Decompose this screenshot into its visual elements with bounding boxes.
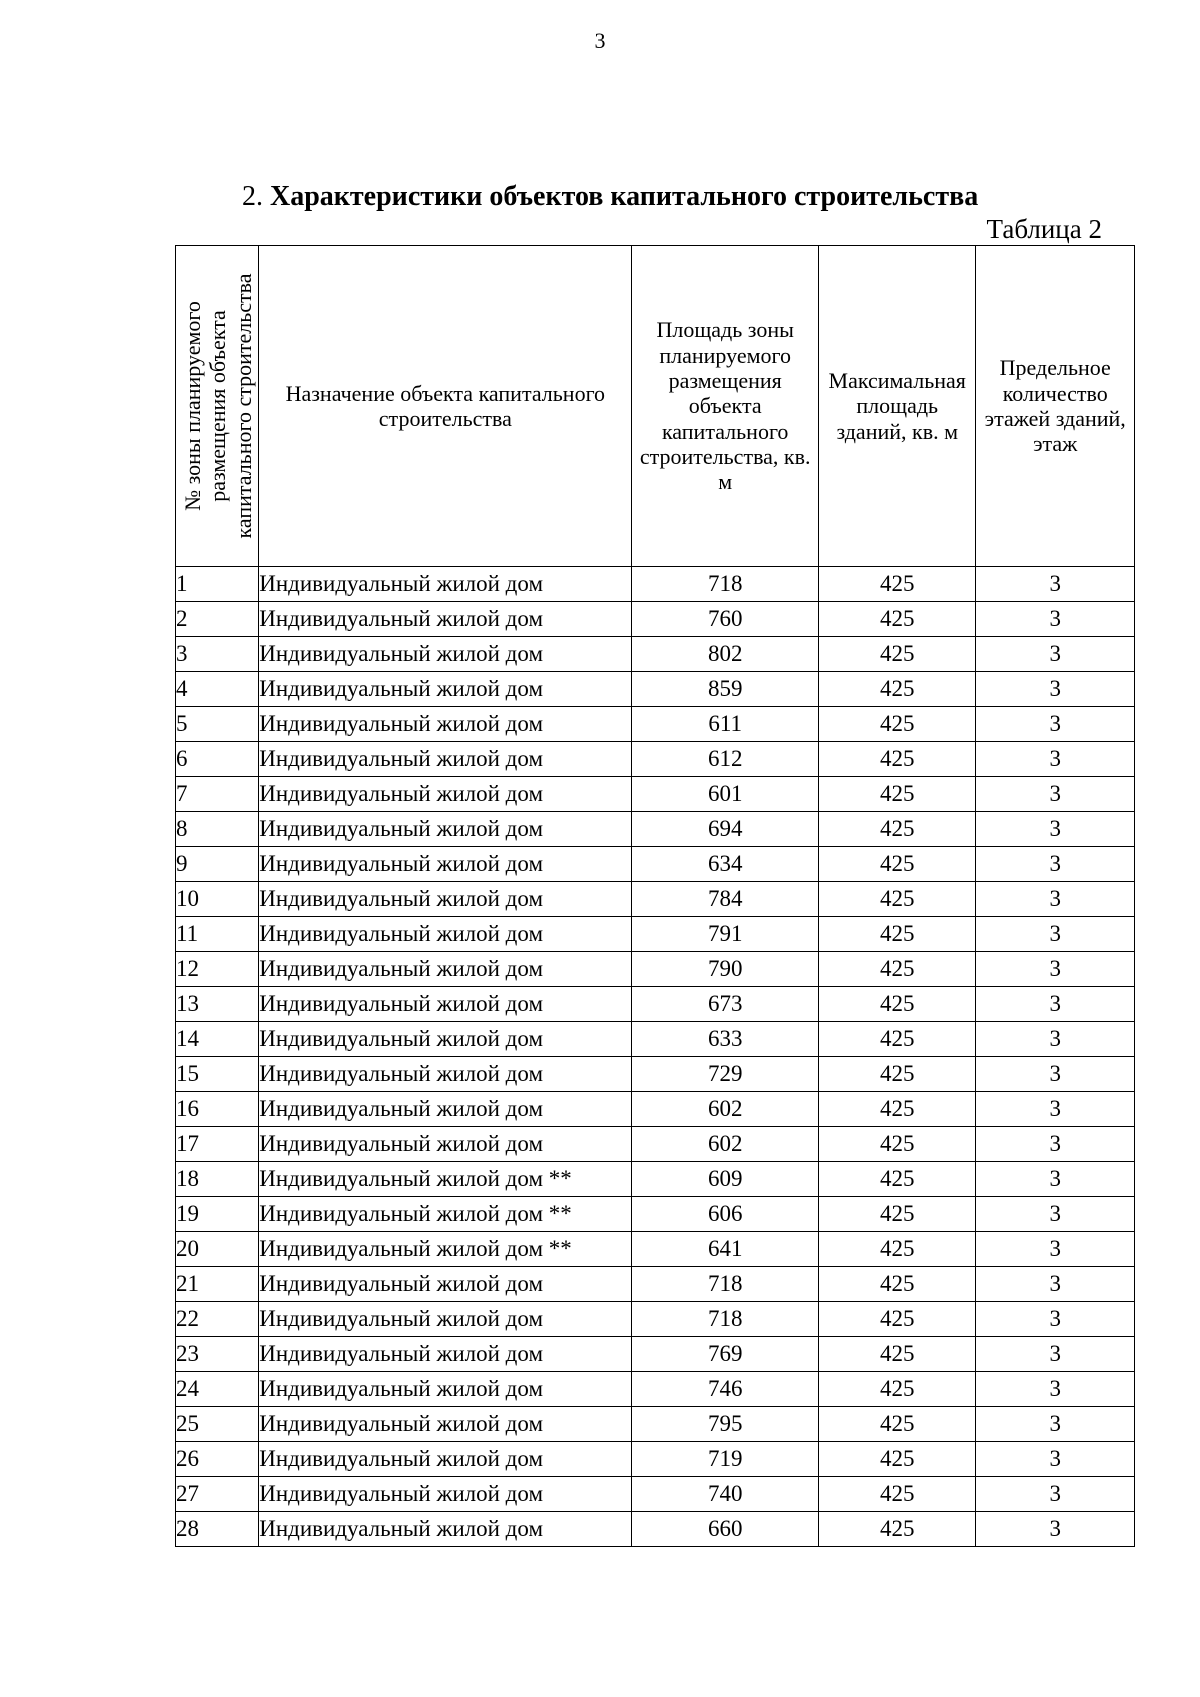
purpose-cell: Индивидуальный жилой дом — [259, 672, 632, 707]
purpose-cell: Индивидуальный жилой дом — [259, 1407, 632, 1442]
max-area-cell: 425 — [818, 1372, 975, 1407]
floors-cell: 3 — [976, 672, 1135, 707]
characteristics-table — [175, 245, 1135, 1547]
table-row — [176, 1267, 1135, 1302]
zone-number-cell: 13 — [176, 987, 259, 1022]
table-row — [176, 1337, 1135, 1372]
purpose-cell: Индивидуальный жилой дом — [259, 1127, 632, 1162]
zone-number-cell: 9 — [176, 847, 259, 882]
table-label: Таблица 2 — [986, 214, 1102, 244]
zone-area-cell: 718 — [632, 1302, 819, 1337]
floors-cell: 3 — [976, 777, 1135, 812]
floors-cell: 3 — [976, 1302, 1135, 1337]
floors-cell: 3 — [976, 1057, 1135, 1092]
zone-area-cell: 602 — [632, 1127, 819, 1162]
max-area-cell: 425 — [818, 1127, 975, 1162]
header-zone-number-text: № зоны планируемого размещения объекта капитального строительства — [179, 273, 256, 539]
zone-area-cell: 694 — [632, 812, 819, 847]
zone-number-cell: 21 — [176, 1267, 259, 1302]
floors-cell: 3 — [976, 1022, 1135, 1057]
floors-cell: 3 — [976, 917, 1135, 952]
purpose-cell: Индивидуальный жилой дом — [259, 602, 632, 637]
header-zone-area — [632, 246, 819, 567]
header-zone-area-text: Площадь зоны планируемого размещения объекта капитального строительства, кв. м — [639, 317, 811, 495]
purpose-cell: Индивидуальный жилой дом — [259, 917, 632, 952]
purpose-cell: Индивидуальный жилой дом — [259, 707, 632, 742]
max-area-cell: 425 — [818, 1162, 975, 1197]
zone-number-cell: 22 — [176, 1302, 259, 1337]
table-row — [176, 637, 1135, 672]
zone-area-cell: 746 — [632, 1372, 819, 1407]
zone-area-cell: 660 — [632, 1512, 819, 1547]
table-row — [176, 1197, 1135, 1232]
table-row — [176, 1232, 1135, 1267]
purpose-cell: Индивидуальный жилой дом — [259, 1442, 632, 1477]
max-area-cell: 425 — [818, 1267, 975, 1302]
max-area-cell: 425 — [818, 707, 975, 742]
section-number: 2. — [242, 181, 263, 212]
zone-area-cell: 760 — [632, 602, 819, 637]
purpose-cell: Индивидуальный жилой дом — [259, 1302, 632, 1337]
max-area-cell: 425 — [818, 952, 975, 987]
purpose-cell: Индивидуальный жилой дом — [259, 1092, 632, 1127]
floors-cell: 3 — [976, 1442, 1135, 1477]
max-area-cell: 425 — [818, 567, 975, 602]
floors-cell: 3 — [976, 567, 1135, 602]
header-max-area-text: Максимальная площадь зданий, кв. м — [828, 368, 966, 444]
max-area-cell: 425 — [818, 602, 975, 637]
max-area-cell: 425 — [818, 812, 975, 847]
max-area-cell: 425 — [818, 1092, 975, 1127]
table-row — [176, 1057, 1135, 1092]
zone-area-cell: 784 — [632, 882, 819, 917]
zone-number-cell: 4 — [176, 672, 259, 707]
section-title — [242, 181, 978, 213]
zone-number-cell: 12 — [176, 952, 259, 987]
purpose-cell: Индивидуальный жилой дом — [259, 1057, 632, 1092]
table-row — [176, 882, 1135, 917]
zone-number-cell: 20 — [176, 1232, 259, 1267]
max-area-cell: 425 — [818, 672, 975, 707]
zone-number-cell: 3 — [176, 637, 259, 672]
floors-cell: 3 — [976, 1477, 1135, 1512]
max-area-cell: 425 — [818, 1477, 975, 1512]
purpose-cell: Индивидуальный жилой дом — [259, 952, 632, 987]
table-row — [176, 1022, 1135, 1057]
header-zone-number — [176, 246, 259, 567]
zone-number-cell: 15 — [176, 1057, 259, 1092]
floors-cell: 3 — [976, 1232, 1135, 1267]
zone-area-cell: 719 — [632, 1442, 819, 1477]
max-area-cell: 425 — [818, 1057, 975, 1092]
purpose-cell: Индивидуальный жилой дом — [259, 1267, 632, 1302]
zone-number-cell: 24 — [176, 1372, 259, 1407]
purpose-cell: Индивидуальный жилой дом — [259, 1372, 632, 1407]
floors-cell: 3 — [976, 812, 1135, 847]
floors-cell: 3 — [976, 882, 1135, 917]
zone-area-cell: 609 — [632, 1162, 819, 1197]
purpose-cell: Индивидуальный жилой дом — [259, 847, 632, 882]
zone-area-cell: 740 — [632, 1477, 819, 1512]
zone-area-cell: 729 — [632, 1057, 819, 1092]
purpose-cell: Индивидуальный жилой дом — [259, 1477, 632, 1512]
zone-area-cell: 633 — [632, 1022, 819, 1057]
table-row — [176, 777, 1135, 812]
table-row — [176, 1127, 1135, 1162]
zone-number-cell: 26 — [176, 1442, 259, 1477]
zone-area-cell: 634 — [632, 847, 819, 882]
max-area-cell: 425 — [818, 1302, 975, 1337]
max-area-cell: 425 — [818, 777, 975, 812]
floors-cell: 3 — [976, 952, 1135, 987]
zone-number-cell: 18 — [176, 1162, 259, 1197]
zone-area-cell: 641 — [632, 1232, 819, 1267]
max-area-cell: 425 — [818, 1442, 975, 1477]
header-purpose-text: Назначение объекта капитального строительства — [285, 380, 606, 431]
zone-number-cell: 19 — [176, 1197, 259, 1232]
purpose-cell: Индивидуальный жилой дом — [259, 1022, 632, 1057]
floors-cell: 3 — [976, 1407, 1135, 1442]
table-body — [176, 567, 1135, 1547]
table-row — [176, 672, 1135, 707]
purpose-cell: Индивидуальный жилой дом ** — [259, 1197, 632, 1232]
table-row — [176, 1162, 1135, 1197]
zone-area-cell: 611 — [632, 707, 819, 742]
header-floors — [976, 246, 1135, 567]
table-row — [176, 1407, 1135, 1442]
purpose-cell: Индивидуальный жилой дом — [259, 1512, 632, 1547]
floors-cell: 3 — [976, 637, 1135, 672]
zone-area-cell: 859 — [632, 672, 819, 707]
floors-cell: 3 — [976, 1267, 1135, 1302]
purpose-cell: Индивидуальный жилой дом — [259, 777, 632, 812]
floors-cell: 3 — [976, 987, 1135, 1022]
zone-number-cell: 8 — [176, 812, 259, 847]
zone-area-cell: 795 — [632, 1407, 819, 1442]
table-row — [176, 1302, 1135, 1337]
header-max-area — [818, 246, 975, 567]
floors-cell: 3 — [976, 1512, 1135, 1547]
max-area-cell: 425 — [818, 987, 975, 1022]
zone-number-cell: 2 — [176, 602, 259, 637]
floors-cell: 3 — [976, 1127, 1135, 1162]
purpose-cell: Индивидуальный жилой дом — [259, 882, 632, 917]
floors-cell: 3 — [976, 742, 1135, 777]
table-row — [176, 602, 1135, 637]
zone-area-cell: 791 — [632, 917, 819, 952]
zone-number-cell: 5 — [176, 707, 259, 742]
floors-cell: 3 — [976, 1092, 1135, 1127]
zone-area-cell: 718 — [632, 567, 819, 602]
table-row — [176, 742, 1135, 777]
floors-cell: 3 — [976, 1162, 1135, 1197]
table-header-row — [176, 246, 1135, 567]
table-row — [176, 1477, 1135, 1512]
max-area-cell: 425 — [818, 1337, 975, 1372]
purpose-cell: Индивидуальный жилой дом ** — [259, 1232, 632, 1267]
max-area-cell: 425 — [818, 847, 975, 882]
purpose-cell: Индивидуальный жилой дом — [259, 987, 632, 1022]
floors-cell: 3 — [976, 602, 1135, 637]
table-row — [176, 1372, 1135, 1407]
floors-cell: 3 — [976, 847, 1135, 882]
table-row — [176, 952, 1135, 987]
max-area-cell: 425 — [818, 742, 975, 777]
table-row — [176, 707, 1135, 742]
table-row — [176, 917, 1135, 952]
floors-cell: 3 — [976, 1197, 1135, 1232]
zone-number-cell: 11 — [176, 917, 259, 952]
max-area-cell: 425 — [818, 882, 975, 917]
purpose-cell: Индивидуальный жилой дом — [259, 742, 632, 777]
table-row — [176, 1512, 1135, 1547]
zone-number-cell: 27 — [176, 1477, 259, 1512]
zone-area-cell: 673 — [632, 987, 819, 1022]
zone-number-cell: 14 — [176, 1022, 259, 1057]
table-row — [176, 847, 1135, 882]
max-area-cell: 425 — [818, 1407, 975, 1442]
table-row — [176, 987, 1135, 1022]
max-area-cell: 425 — [818, 1512, 975, 1547]
zone-area-cell: 718 — [632, 1267, 819, 1302]
zone-area-cell: 769 — [632, 1337, 819, 1372]
zone-number-cell: 28 — [176, 1512, 259, 1547]
zone-number-cell: 25 — [176, 1407, 259, 1442]
purpose-cell: Индивидуальный жилой дом — [259, 637, 632, 672]
max-area-cell: 425 — [818, 1232, 975, 1267]
floors-cell: 3 — [976, 707, 1135, 742]
zone-number-cell: 17 — [176, 1127, 259, 1162]
zone-area-cell: 606 — [632, 1197, 819, 1232]
header-purpose — [259, 246, 632, 567]
page-number: 3 — [594, 28, 606, 53]
zone-number-cell: 6 — [176, 742, 259, 777]
zone-area-cell: 802 — [632, 637, 819, 672]
zone-area-cell: 790 — [632, 952, 819, 987]
zone-area-cell: 602 — [632, 1092, 819, 1127]
section-title-text: Характеристики объектов капитального строительства — [270, 181, 979, 212]
zone-number-cell: 7 — [176, 777, 259, 812]
max-area-cell: 425 — [818, 1022, 975, 1057]
max-area-cell: 425 — [818, 1197, 975, 1232]
zone-area-cell: 601 — [632, 777, 819, 812]
max-area-cell: 425 — [818, 917, 975, 952]
purpose-cell: Индивидуальный жилой дом — [259, 567, 632, 602]
header-floors-text: Предельное количество этажей зданий, этаж — [984, 355, 1126, 457]
table-row — [176, 812, 1135, 847]
zone-number-cell: 10 — [176, 882, 259, 917]
purpose-cell: Индивидуальный жилой дом — [259, 1337, 632, 1372]
table-row — [176, 1092, 1135, 1127]
table-row — [176, 567, 1135, 602]
zone-area-cell: 612 — [632, 742, 819, 777]
floors-cell: 3 — [976, 1372, 1135, 1407]
table-row — [176, 1442, 1135, 1477]
purpose-cell: Индивидуальный жилой дом ** — [259, 1162, 632, 1197]
zone-number-cell: 23 — [176, 1337, 259, 1372]
zone-number-cell: 1 — [176, 567, 259, 602]
zone-number-cell: 16 — [176, 1092, 259, 1127]
floors-cell: 3 — [976, 1337, 1135, 1372]
purpose-cell: Индивидуальный жилой дом — [259, 812, 632, 847]
max-area-cell: 425 — [818, 637, 975, 672]
